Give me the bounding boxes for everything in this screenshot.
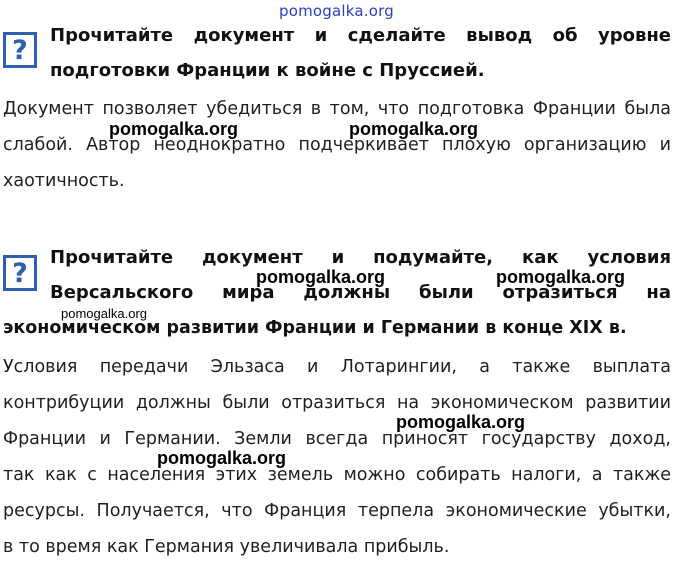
answer-2-line-5: ресурсы. Получается, что Франция терпела экономические убытки, — [3, 501, 671, 521]
answer-2-line-2: контрибуции должны были отразиться на экономическом развитии — [3, 393, 671, 413]
question-icon: ? — [3, 32, 37, 68]
question-1-title-line-2: подготовки Франции к войне с Пруссией. — [50, 60, 485, 81]
answer-2-line-4: так как с населения этих земель можно собирать налоги, а также — [3, 465, 671, 485]
watermark: pomogalka.org — [61, 306, 147, 321]
answer-1 — [3, 91, 671, 199]
question-icon: ? — [3, 255, 37, 291]
site-header-watermark: pomogalka.org — [279, 2, 394, 20]
question-1-title — [50, 18, 671, 88]
question-1-title-line-1: Прочитайте документ и сделайте вывод об уровне — [50, 25, 671, 46]
answer-2-line-1: Условия передачи Эльзаса и Лотарингии, а также выплата — [3, 357, 671, 377]
answer-2-line-6: в то время как Германия увеличивала прибыль. — [3, 537, 450, 557]
watermark: pomogalka.org — [109, 119, 239, 139]
question-2-title-line-1: Прочитайте документ и подумайте, как условия — [50, 247, 671, 268]
watermark: pomogalka.org — [396, 412, 526, 432]
answer-2 — [3, 349, 671, 565]
watermark: pomogalka.org — [349, 119, 479, 139]
answer-1-line-1: Документ позволяет убедиться в том, что подготовка Франции была — [3, 99, 671, 119]
answer-1-line-3: хаотичность. — [3, 171, 125, 191]
answer-2-line-3: Франции и Германии. Земли всегда приносят государству доход, — [3, 429, 671, 449]
watermark: pomogalka.org — [496, 267, 626, 287]
question-2-title-line-2: Версальского мира должны были отразиться на — [50, 282, 671, 303]
question-2-title-line-3: экономическом развитии Франции и Германии в конце XIX в. — [3, 318, 627, 338]
watermark: pomogalka.org — [256, 267, 386, 287]
watermark: pomogalka.org — [157, 448, 287, 468]
answer-1-line-2: слабой. Автор неоднократно подчеркивает плохую организацию и — [3, 135, 671, 155]
